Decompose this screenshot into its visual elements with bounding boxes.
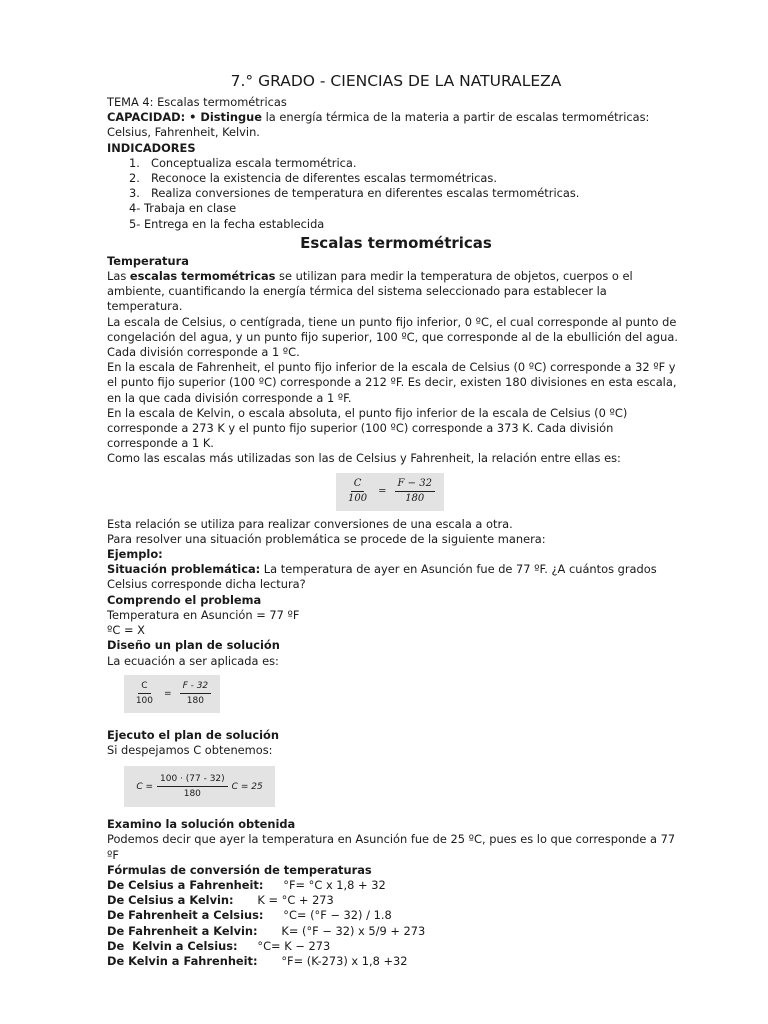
indicator-text: Reconoce la existencia de diferentes escalas termométricas. bbox=[151, 171, 497, 186]
conversion-formula: °F= °C x 1,8 + 32 bbox=[283, 877, 386, 892]
ejemplo-heading: Ejemplo: bbox=[107, 547, 163, 562]
conversion-label: De Kelvin a Fahrenheit: bbox=[107, 953, 282, 968]
situacion-label: Situación problemática: bbox=[107, 562, 261, 577]
paragraph-procedimiento: Para resolver una situación problemática se procede de la siguiente manera: bbox=[107, 531, 546, 546]
temperatura-heading: Temperatura bbox=[107, 253, 189, 268]
conversion-row bbox=[107, 908, 685, 923]
equals-sign: = bbox=[378, 485, 387, 497]
formula-image-equation bbox=[124, 675, 220, 713]
conversion-label: De Kelvin a Celsius: bbox=[107, 938, 258, 953]
indicator-text: Conceptualiza escala termométrica. bbox=[151, 155, 357, 170]
conversion-formula: °C= (°F − 32) / 1.8 bbox=[283, 908, 392, 923]
ecuacion-line: La ecuación a ser aplicada es: bbox=[107, 653, 279, 668]
ejecuto-heading: Ejecuto el plan de solución bbox=[107, 727, 279, 742]
conversion-row bbox=[107, 893, 685, 908]
fraction-left bbox=[345, 478, 370, 505]
conversion-formula: K= (°F − 32) x 5/9 + 273 bbox=[281, 923, 426, 938]
fraction-numerator: C bbox=[138, 680, 150, 694]
text-run: se utilizan para medir la temperatura de objetos, cuerpos o el ambiente, cuantificando la energía térmica del sistema seleccionado para establecer la temperatura. bbox=[107, 269, 633, 314]
comprendo-heading: Comprendo el problema bbox=[107, 592, 262, 607]
formula-image-relation bbox=[336, 473, 444, 511]
paragraph-fahrenheit: En la escala de Fahrenheit, el punto fijo inferior de la escala de Celsius (0 ºC) corresponde a 32 ºF y el punto fijo superior (100 ºC) corresponde a 212 ºF. Es decir, existen 180 divisiones en esta escala, en la que cada división corresponde a 1 ºF. bbox=[107, 360, 677, 405]
document-title: 7.° GRADO - CIENCIAS DE LA NATURALEZA bbox=[230, 72, 562, 90]
text-run: Las bbox=[107, 269, 130, 284]
document-content bbox=[107, 70, 685, 969]
formulas-heading: Fórmulas de conversión de temperaturas bbox=[107, 862, 372, 877]
capacidad-paragraph bbox=[107, 110, 685, 140]
conversion-label: De Fahrenheit a Kelvin: bbox=[107, 923, 282, 938]
fraction-numerator: 100 · (77 - 32) bbox=[157, 773, 228, 787]
indicator-number: 1. bbox=[129, 155, 140, 170]
conversion-formula: K = °C + 273 bbox=[257, 893, 334, 908]
bold-term: escalas termométricas bbox=[129, 269, 276, 284]
conclusion-paragraph: Podemos decir que ayer la temperatura en Asunción fue de 25 ºC, pues es lo que corresponde a 77 ºF bbox=[107, 832, 676, 862]
indicator-item bbox=[107, 171, 685, 186]
fraction-right bbox=[395, 478, 435, 505]
capacidad-label: CAPACIDAD: • Distingue bbox=[107, 110, 262, 125]
fraction-numerator: C bbox=[351, 478, 365, 492]
conversion-row bbox=[107, 878, 685, 893]
conversion-row bbox=[107, 924, 685, 939]
fraction-denominator: 180 bbox=[183, 789, 201, 800]
fraction-right bbox=[180, 680, 212, 707]
situacion-text: La temperatura de ayer en Asunción fue de 77 ºF. ¿A cuántos grados Celsius corresponde dicha lectura? bbox=[107, 562, 657, 592]
tema-line: TEMA 4: Escalas termométricas bbox=[107, 95, 287, 109]
fraction-numerator: F − 32 bbox=[395, 478, 435, 492]
fraction-denominator: 100 bbox=[135, 696, 154, 707]
indicator-item bbox=[107, 186, 685, 201]
paragraph-kelvin: En la escala de Kelvin, o escala absoluta, el punto fijo inferior de la escala de Celsius (0 ºC) corresponde a 273 K y el punto fijo superior (100 ºC) corresponde a 373 K. Cada división corresponde a 1 K. bbox=[107, 405, 628, 451]
extra-item: 5- Entrega en la fecha establecida bbox=[129, 216, 325, 231]
fraction-numerator: F - 32 bbox=[180, 680, 212, 694]
indicator-number: 3. bbox=[129, 186, 140, 201]
situacion-paragraph bbox=[107, 562, 685, 592]
fraction bbox=[157, 773, 228, 800]
examino-heading: Examino la solución obtenida bbox=[107, 817, 296, 832]
temp-line: Temperatura en Asunción = 77 ºF bbox=[107, 607, 300, 622]
indicator-text: Realiza conversiones de temperatura en diferentes escalas termométricas. bbox=[151, 186, 580, 201]
conversion-row bbox=[107, 939, 685, 954]
fraction-denominator: 180 bbox=[186, 696, 204, 707]
formula-result: C = 25 bbox=[231, 781, 263, 792]
indicadores-heading: INDICADORES bbox=[107, 140, 196, 155]
conversion-label: De Celsius a Kelvin: bbox=[107, 893, 258, 908]
fraction-left bbox=[133, 680, 156, 707]
conversion-row bbox=[107, 954, 685, 969]
diseno-heading: Diseño un plan de solución bbox=[107, 638, 280, 653]
equals-sign: = bbox=[164, 688, 172, 699]
section-subtitle: Escalas termométricas bbox=[300, 233, 492, 252]
formula-image-solution bbox=[124, 766, 275, 807]
paragraph-uso: Esta relación se utiliza para realizar conversiones de una escala a otra. bbox=[107, 516, 513, 531]
conversion-label: De Celsius a Fahrenheit: bbox=[107, 877, 284, 892]
capacidad-text: la energía térmica de la materia a partir de escalas termométricas: Celsius, Fahrenheit, Kelvin. bbox=[107, 110, 650, 140]
formula-lhs: C = bbox=[136, 781, 153, 792]
conversion-label: De Fahrenheit a Celsius: bbox=[107, 908, 284, 923]
conversion-formula: °C= K − 273 bbox=[257, 938, 331, 953]
paragraph-escalas bbox=[107, 269, 685, 315]
extra-item: 4- Trabaja en clase bbox=[129, 201, 237, 216]
fraction-denominator: 180 bbox=[405, 493, 425, 505]
conversion-formula: °F= (K-273) x 1,8 +32 bbox=[281, 953, 408, 968]
x-line: ºC = X bbox=[107, 623, 145, 638]
indicator-item bbox=[107, 156, 685, 171]
indicator-number: 2. bbox=[129, 171, 140, 186]
paragraph-celsius: La escala de Celsius, o centígrada, tiene un punto fijo inferior, 0 ºC, el cual corresponde al punto de congelación del agua, y un punto fijo superior, 100 ºC, que corresponde al de la ebullición del agua. Cada división corresponde a 1 ºC. bbox=[107, 314, 678, 360]
fraction-denominator: 100 bbox=[348, 493, 368, 505]
paragraph-relacion: Como las escalas más utilizadas son las de Celsius y Fahrenheit, la relación entre ellas es: bbox=[107, 451, 621, 466]
despejamos-line: Si despejamos C obtenemos: bbox=[107, 742, 273, 757]
